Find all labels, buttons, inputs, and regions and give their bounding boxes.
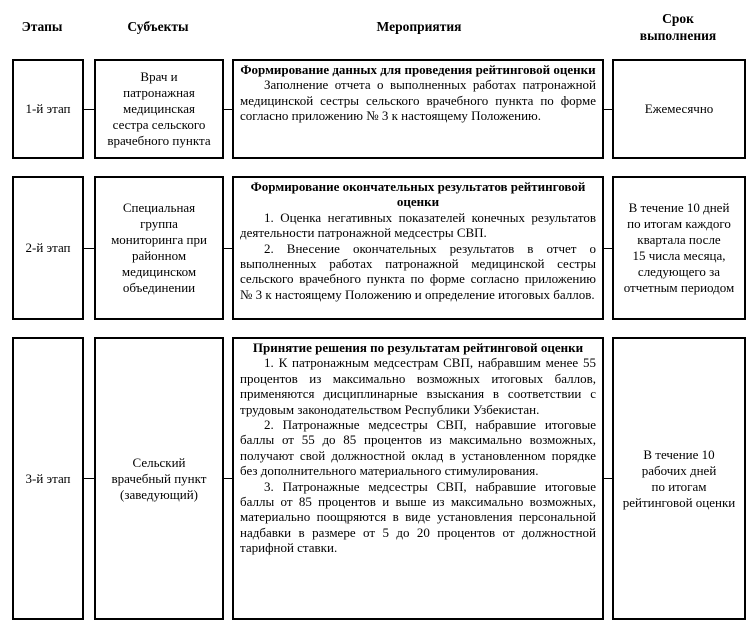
subject-line: медицинская [123, 101, 195, 116]
header-subjects: Субъекты [127, 19, 189, 34]
deadline-line: следующего за [637, 264, 721, 279]
connector-1b [224, 109, 232, 110]
subject-line: врачебный пункт [111, 470, 207, 486]
subject-line: Врач и [140, 69, 178, 84]
activity-cell-2 [234, 179, 602, 302]
activity-paragraph: 1. К патронажным медсестрам СВП, набравшим менее 55 процентов из максимально возможных итоговых баллов, применяются дисциплинарные взыскания в соответствии с трудовым законодательством Республики Узбекистан. [240, 355, 596, 417]
deadline-line: В течение 10 [643, 446, 715, 462]
subject-cell-1 [94, 59, 224, 159]
activity-body-1 [240, 77, 596, 123]
activity-title-3: Принятие решения по результатам рейтинговой оценки [252, 340, 584, 355]
connector-3a [84, 478, 94, 479]
activity-cell-1 [234, 62, 602, 124]
deadline-line: квартала после [637, 232, 721, 247]
subject-line: врачебного пункта [107, 133, 211, 148]
subject-line: Специальная [122, 200, 196, 215]
deadline-line: 15 числа месяца, [632, 248, 726, 263]
header-deadline [610, 10, 746, 44]
subject-cell-2 [94, 176, 224, 320]
deadline-cell-1 [612, 59, 746, 159]
subject-line: объединении [122, 280, 196, 295]
subject-line: мониторинга при [111, 232, 207, 247]
deadline-line: В течение 10 дней [628, 200, 730, 215]
activity-paragraph: Заполнение отчета о выполненных работах патронажной медицинской сестры сельского врачебного пункта по форме согласно приложению № 3 к настоящему Положению. [240, 77, 596, 124]
header-deadline-line1: Срок [662, 11, 694, 26]
activity-paragraph: 1. Оценка негативных показателей конечных результатов деятельности патронажной медсестры СВП. [240, 209, 596, 241]
activity-body-3 [240, 355, 596, 555]
deadline-line: рейтинговой оценки [622, 494, 736, 510]
activity-body-2 [240, 210, 596, 302]
connector-1a [84, 109, 94, 110]
subject-line: районном [131, 248, 187, 263]
subject-line: группа [140, 216, 178, 231]
activity-title-1: Формирование данных для проведения рейтинговой оценки [240, 62, 596, 77]
subject-line: сестра сельского [112, 117, 206, 132]
connector-2b [224, 248, 232, 249]
deadline-cell-3 [612, 337, 746, 620]
activity-cell-3 [234, 340, 602, 556]
deadline-line: отчетным периодом [623, 280, 735, 295]
subject-line: Сельский [132, 454, 186, 470]
connector-2c [604, 248, 612, 249]
deadline-line: по итогам [651, 478, 707, 494]
activity-paragraph: 3. Патронажные медсестры СВП, набравшие итоговые баллы от 85 процентов и выше из максимально возможных, материально поощряются в виде установления персональной надбавки в размере от 5 до 20 процентов от должностной тарифной ставки. [240, 478, 596, 556]
subject-line: медицинском [121, 264, 197, 279]
activity-title-2: Формирование окончательных результатов рейтинговой оценки [250, 179, 586, 210]
connector-1c [604, 109, 612, 110]
header-stages: Этапы [21, 19, 63, 34]
header-deadline-line2: выполнения [639, 28, 717, 43]
connector-3c [604, 478, 612, 479]
deadline-line: рабочих дней [641, 462, 717, 478]
subject-cell-3 [94, 337, 224, 620]
activity-paragraph: 2. Внесение окончательных результатов в отчет о выполненных работах патронажной медицинской сестры сельского врачебного пункта по форме согласно приложению № 3 к настоящему Положению и определение итоговых баллов. [240, 240, 596, 302]
connector-2a [84, 248, 94, 249]
activity-paragraph: 2. Патронажные медсестры СВП, набравшие итоговые баллы от 55 до 85 процентов из максимально возможных, получают свой должностной оклад в установленном порядке без дополнительного материального стимулирования. [240, 417, 596, 479]
subject-line: патронажная [123, 85, 195, 100]
subject-line: (заведующий) [120, 486, 198, 502]
connector-3b [224, 478, 232, 479]
stage-label-3: 3-й этап [25, 470, 71, 486]
header-activities: Мероприятия [376, 19, 462, 34]
stage-label-1: 1-й этап [25, 101, 71, 116]
deadline-line: по итогам каждого [627, 216, 731, 231]
deadline-line: Ежемесячно [644, 101, 714, 116]
deadline-cell-2 [612, 176, 746, 320]
stage-label-2: 2-й этап [25, 240, 71, 255]
